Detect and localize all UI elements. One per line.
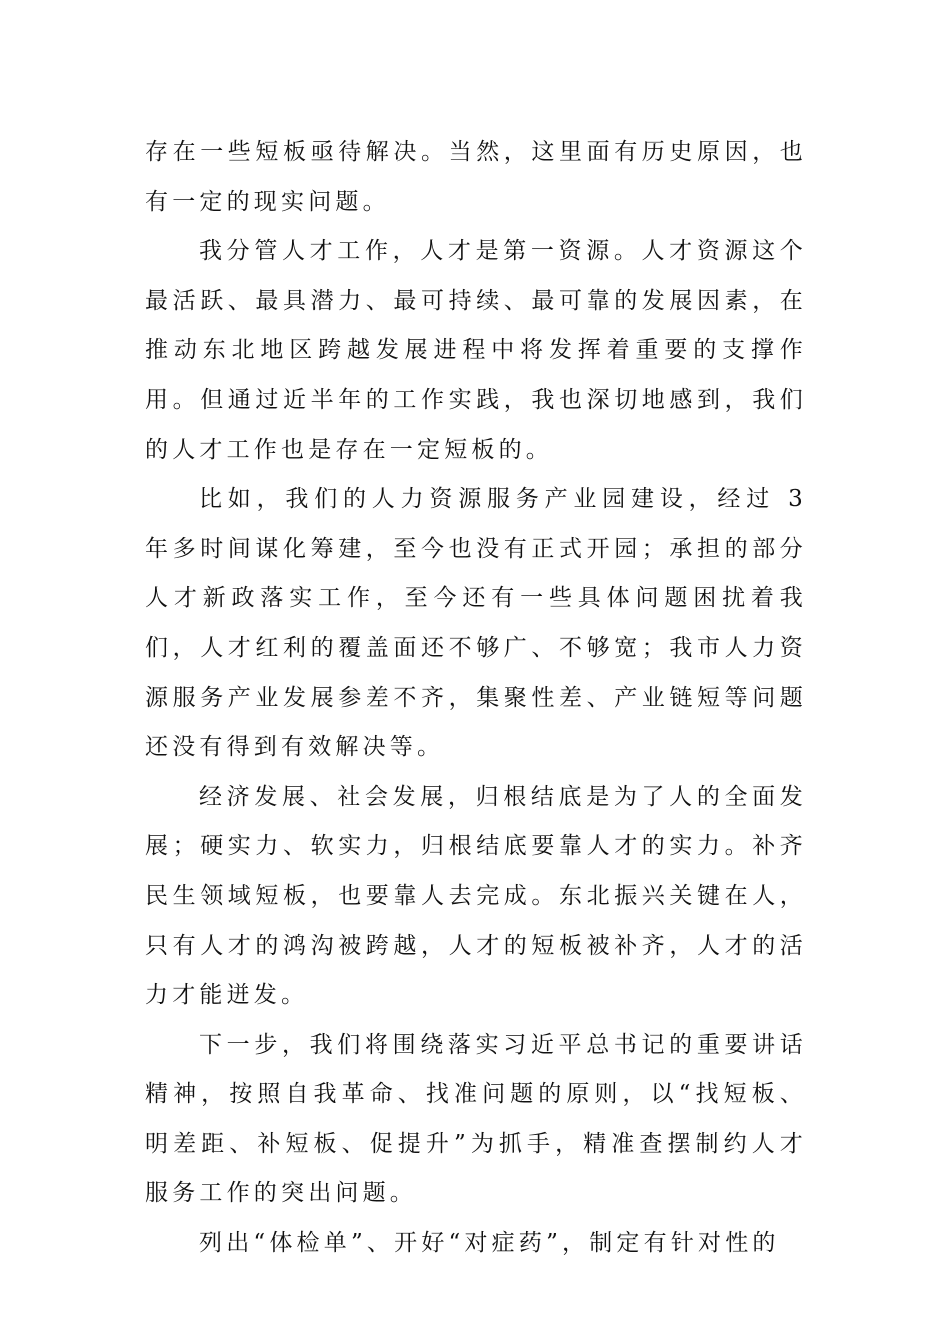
paragraph-5: 下一步，我们将围绕落实习近平总书记的重要讲话精神，按照自我革命、找准问题的原则，以“找短板、明差距、补短板、促提升”为抓手，精准查摆制约人才服务工作的突出问题。 xyxy=(145,1031,807,1207)
paragraph-4: 经济发展、社会发展，归根结底是为了人的全面发展；硬实力、软实力，归根结底要靠人才的实力。补齐民生领域短板，也要靠人去完成。东北振兴关键在人，只有人才的鸿沟被跨越，人才的短板被补齐，人才的活力才能迸发。 xyxy=(145,783,807,1009)
paragraph-1: 存在一些短板亟待解决。当然，这里面有历史原因，也有一定的现实问题。 xyxy=(145,139,807,215)
document-body xyxy=(145,128,807,1269)
paragraph-3: 比如，我们的人力资源服务产业园建设，经过 3 年多时间谋化筹建，至今也没有正式开园；承担的部分人才新政落实工作，至今还有一些具体问题困扰着我们，人才红利的覆盖面还不够广、不够宽；我市人力资源服务产业发展参差不齐，集聚性差、产业链短等问题还没有得到有效解决等。 xyxy=(145,486,807,761)
paragraph-6: 列出“体检单”、开好“对症药”，制定有针对性的 xyxy=(199,1230,780,1257)
paragraph-2: 我分管人才工作，人才是第一资源。人才资源这个最活跃、最具潜力、最可持续、最可靠的发展因素，在推动东北地区跨越发展进程中将发挥着重要的支撑作用。但通过近半年的工作实践，我也深切地感到，我们的人才工作也是存在一定短板的。 xyxy=(145,238,807,463)
